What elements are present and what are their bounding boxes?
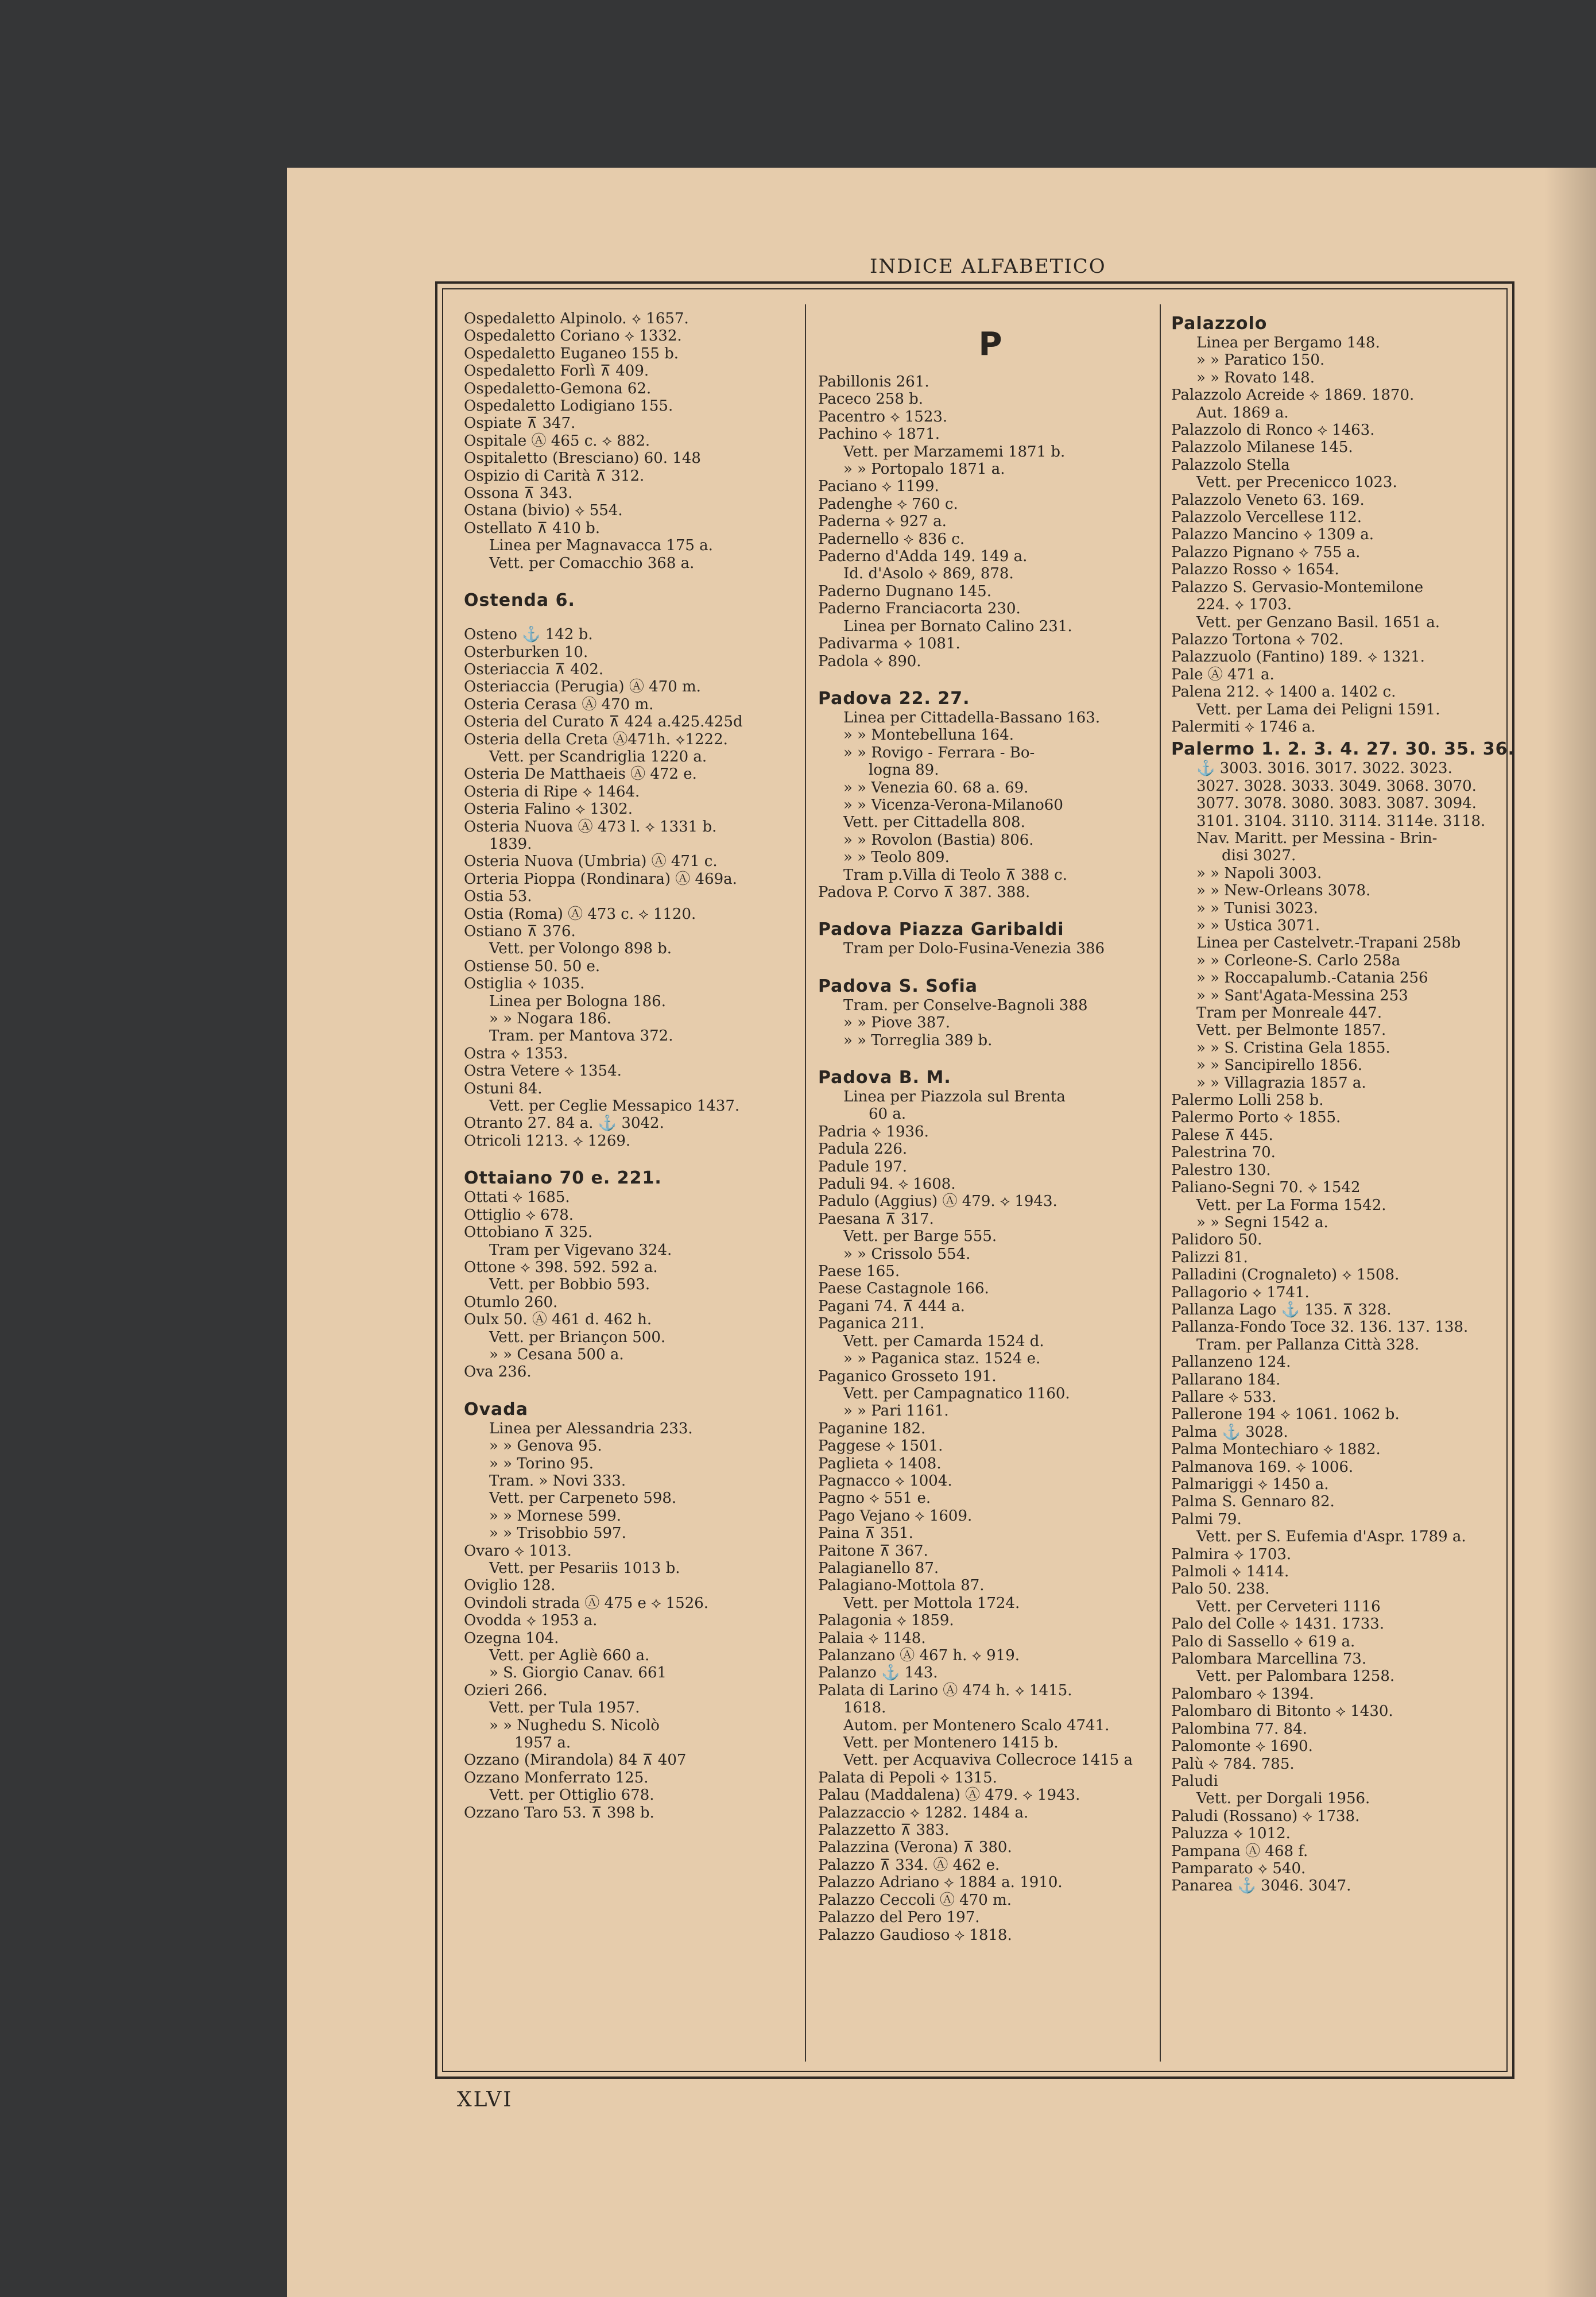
index-entry: » » Napoli 3003. xyxy=(1196,864,1322,882)
index-heading: Padova S. Sofia xyxy=(818,976,978,996)
index-entry: Palombaro di Bitonto ⟡ 1430. xyxy=(1171,1703,1393,1720)
index-entry: Ozieri 266. xyxy=(464,1681,548,1699)
index-entry: Pagno ⟡ 551 e. xyxy=(818,1490,931,1507)
index-entry: Tram. per Conselve-Bagnoli 388 xyxy=(843,996,1088,1014)
index-entry: Palo del Colle ⟡ 1431. 1733. xyxy=(1171,1615,1385,1633)
index-entry: Palazzaccio ⟡ 1282. 1484 a. xyxy=(818,1804,1029,1822)
index-entry: Vett. per Carpeneto 598. xyxy=(489,1490,677,1507)
index-entry: Palagonia ⟡ 1859. xyxy=(818,1612,954,1630)
index-entry: Ostia (Roma) Ⓐ 473 c. ⟡ 1120. xyxy=(464,905,696,923)
index-entry: Ospedaletto Coriano ⟡ 1332. xyxy=(464,327,682,345)
index-entry: Paderno d'Adda 149. 149 a. xyxy=(818,548,1028,566)
index-entry: » » Paganica staz. 1524 e. xyxy=(843,1350,1041,1368)
index-entry: Tram. per Pallanza Città 328. xyxy=(1196,1336,1420,1354)
index-entry: Vett. per Agliè 660 a. xyxy=(489,1647,650,1665)
index-entry: Palma ⚓ 3028. xyxy=(1171,1423,1288,1441)
index-entry: Palma S. Gennaro 82. xyxy=(1171,1493,1335,1511)
index-entry: Ostiano ⊼ 376. xyxy=(464,923,576,940)
index-entry: Padola ⟡ 890. xyxy=(818,652,921,670)
index-entry: Palmanova 169. ⟡ 1006. xyxy=(1171,1458,1354,1476)
index-column-3 xyxy=(1171,310,1516,1895)
index-entry: » » Vicenza-Verona-Milano60 xyxy=(843,796,1063,814)
index-entry: Linea per Cittadella-Bassano 163. xyxy=(843,709,1101,726)
index-entry: Palanzano Ⓐ 467 h. ⟡ 919. xyxy=(818,1647,1020,1664)
index-entry: Osteriaccia (Perugia) Ⓐ 470 m. xyxy=(464,678,701,696)
index-entry: » » Nughedu S. Nicolò xyxy=(489,1716,660,1734)
index-entry: Oviglio 128. xyxy=(464,1577,556,1595)
index-entry: Ovodda ⟡ 1953 a. xyxy=(464,1612,598,1630)
index-entry: Vett. per Comacchio 368 a. xyxy=(489,554,695,572)
index-entry: Ostiense 50. 50 e. xyxy=(464,957,601,975)
index-entry: Ostia 53. xyxy=(464,888,532,906)
index-entry: Palata di Larino Ⓐ 474 h. ⟡ 1415. xyxy=(818,1681,1072,1699)
page-number: XLVI xyxy=(457,2088,513,2112)
index-entry: 60 a. xyxy=(869,1105,907,1123)
index-entry: Paesana ⊼ 317. xyxy=(818,1210,934,1228)
index-entry: Osteria Falino ⟡ 1302. xyxy=(464,801,633,818)
index-entry: Osteria Nuova Ⓐ 473 l. ⟡ 1331 b. xyxy=(464,818,717,836)
index-entry: Otranto 27. 84 a. ⚓ 3042. xyxy=(464,1115,664,1132)
index-column-1 xyxy=(464,310,808,1822)
index-entry: Palermo Lolli 258 b. xyxy=(1171,1092,1324,1109)
index-entry: Vett. per S. Eufemia d'Aspr. 1789 a. xyxy=(1196,1528,1466,1546)
index-entry: » » Tunisi 3023. xyxy=(1196,899,1318,917)
index-entry: Ospedaletto Euganeo 155 b. xyxy=(464,345,679,362)
index-entry: Palazzina (Verona) ⊼ 380. xyxy=(818,1839,1012,1857)
index-entry: Id. d'Asolo ⟡ 869, 878. xyxy=(843,565,1014,583)
index-entry: » » Segni 1542 a. xyxy=(1196,1213,1328,1231)
index-entry: Palazzo Pignano ⟡ 755 a. xyxy=(1171,543,1361,561)
index-entry: » » Nogara 186. xyxy=(489,1010,611,1028)
index-entry: Paggese ⟡ 1501. xyxy=(818,1437,943,1455)
index-entry: Tram. » Novi 333. xyxy=(489,1472,626,1490)
index-entry: » S. Giorgio Canav. 661 xyxy=(489,1664,667,1682)
index-entry: Palmi 79. xyxy=(1171,1510,1242,1528)
index-entry: » » Roccapalumb.-Catania 256 xyxy=(1196,969,1428,987)
index-entry: Palaia ⟡ 1148. xyxy=(818,1629,926,1647)
index-entry: Pallarano 184. xyxy=(1171,1371,1281,1389)
index-entry: Pallagorio ⟡ 1741. xyxy=(1171,1283,1310,1301)
index-entry: Pallanzeno 124. xyxy=(1171,1354,1291,1371)
index-entry: Palombina 77. 84. xyxy=(1171,1720,1307,1738)
spacer xyxy=(818,670,1163,685)
index-entry: Osteria della Creta Ⓐ471h. ⟡1222. xyxy=(464,730,728,748)
index-entry: Ottiglio ⟡ 678. xyxy=(464,1206,574,1224)
index-entry: Pagani 74. ⊼ 444 a. xyxy=(818,1297,965,1315)
index-entry: Tram per Vigevano 324. xyxy=(489,1241,672,1259)
index-entry: » » Rovigo - Ferrara - Bo- xyxy=(843,744,1035,761)
index-entry: Vett. per Volongo 898 b. xyxy=(489,940,672,958)
index-entry: » » Sant'Agata-Messina 253 xyxy=(1196,987,1408,1004)
spacer xyxy=(818,901,1163,916)
spacer xyxy=(818,1049,1163,1064)
index-entry: » » Torreglia 389 b. xyxy=(843,1031,993,1049)
index-entry: » » Portopalo 1871 a. xyxy=(843,461,1005,478)
index-entry: » » New-Orleans 3078. xyxy=(1196,882,1371,900)
index-entry: Ottobiano ⊼ 325. xyxy=(464,1224,593,1242)
index-entry: Paderno Franciacorta 230. xyxy=(818,600,1021,618)
index-entry: Linea per Bologna 186. xyxy=(489,992,666,1010)
index-entry: Vett. per Ottiglio 678. xyxy=(489,1786,654,1804)
index-entry: Ovindoli strada Ⓐ 475 e ⟡ 1526. xyxy=(464,1594,709,1612)
index-entry: Palagianello 87. xyxy=(818,1559,939,1577)
index-entry: Ostra ⟡ 1353. xyxy=(464,1045,568,1062)
index-entry: Palomonte ⟡ 1690. xyxy=(1171,1738,1313,1755)
index-entry: 1957 a. xyxy=(514,1734,571,1752)
index-entry: » » Corleone-S. Carlo 258a xyxy=(1196,952,1401,969)
index-entry: Ostana (bivio) ⟡ 554. xyxy=(464,502,623,520)
index-entry: » » Venezia 60. 68 a. 69. xyxy=(843,779,1029,796)
index-entry: Linea per Bergamo 148. xyxy=(1196,334,1380,351)
index-entry: Palau (Maddalena) Ⓐ 479. ⟡ 1943. xyxy=(818,1786,1080,1804)
index-entry: Paceco 258 b. xyxy=(818,390,924,408)
index-entry: Pallanza Lago ⚓ 135. ⊼ 328. xyxy=(1171,1301,1392,1318)
index-entry: Palazzo Adriano ⟡ 1884 a. 1910. xyxy=(818,1874,1063,1892)
index-entry: Padula 226. xyxy=(818,1140,908,1158)
index-column-2 xyxy=(818,310,1163,1944)
index-entry: Linea per Magnavacca 175 a. xyxy=(489,537,713,555)
index-entry: Padernello ⟡ 836 c. xyxy=(818,530,965,548)
index-entry: Ospizio di Carità ⊼ 312. xyxy=(464,467,645,485)
index-entry: Paina ⊼ 351. xyxy=(818,1525,913,1542)
index-entry: Paderna ⟡ 927 a. xyxy=(818,513,947,531)
index-heading: Padova B. M. xyxy=(818,1068,951,1088)
index-entry: Vett. per Briançon 500. xyxy=(489,1328,666,1346)
index-entry: Palazzolo Vercellese 112. xyxy=(1171,509,1362,527)
index-entry: Vett. per La Forma 1542. xyxy=(1196,1196,1386,1214)
index-entry: Ostuni 84. xyxy=(464,1080,543,1097)
spacer xyxy=(464,1150,808,1165)
index-heading: Padova Piazza Garibaldi xyxy=(818,919,1064,940)
index-entry: Vett. per Cerveteri 1116 xyxy=(1196,1598,1381,1615)
index-entry: Palmariggi ⟡ 1450 a. xyxy=(1171,1476,1329,1493)
index-entry: disi 3027. xyxy=(1222,847,1296,865)
index-entry: Ospedaletto Alpinolo. ⟡ 1657. xyxy=(464,310,689,327)
index-entry: Palazzo Gaudioso ⟡ 1818. xyxy=(818,1926,1012,1944)
index-entry: » » Ustica 3071. xyxy=(1196,917,1320,934)
index-entry: Ospedaletto Forlì ⊼ 409. xyxy=(464,362,649,380)
page-header: INDICE ALFABETICO xyxy=(870,255,1106,278)
index-entry: Orteria Pioppa (Rondinara) Ⓐ 469a. xyxy=(464,870,737,888)
index-entry: Osteria De Matthaeis Ⓐ 472 e. xyxy=(464,765,697,783)
index-entry: » » Villagrazia 1857 a. xyxy=(1196,1074,1366,1092)
index-entry: Palizzi 81. xyxy=(1171,1248,1248,1266)
index-heading: Ottaiano 70 e. 221. xyxy=(464,1168,662,1189)
index-entry: Padria ⟡ 1936. xyxy=(818,1123,929,1140)
index-entry: Nav. Maritt. per Messina - Brin- xyxy=(1196,829,1438,847)
index-entry: Otumlo 260. xyxy=(464,1293,558,1311)
index-entry: Vett. per Dorgali 1956. xyxy=(1196,1790,1370,1808)
index-entry: Osteriaccia ⊼ 402. xyxy=(464,660,604,678)
index-entry: 3027. 3028. 3033. 3049. 3068. 3070. xyxy=(1196,777,1477,795)
page-edge-shadow xyxy=(1544,168,1596,2297)
index-entry: Pallanza-Fondo Toce 32. 136. 137. 138. xyxy=(1171,1318,1469,1336)
index-entry: Ova 236. xyxy=(464,1363,532,1381)
index-entry: » » Pari 1161. xyxy=(843,1402,949,1420)
index-entry: Linea per Bornato Calino 231. xyxy=(843,617,1072,635)
index-entry: Ostiglia ⟡ 1035. xyxy=(464,975,585,993)
index-entry: » » Rovato 148. xyxy=(1196,369,1315,386)
index-entry: Pagnacco ⟡ 1004. xyxy=(818,1472,952,1490)
index-entry: Ozzano (Mirandola) 84 ⊼ 407 xyxy=(464,1751,687,1769)
index-heading: Padova 22. 27. xyxy=(818,688,970,709)
index-entry: 3101. 3104. 3110. 3114. 3114e. 3118. xyxy=(1196,812,1486,830)
index-entry: Paglieta ⟡ 1408. xyxy=(818,1455,942,1472)
index-entry: Paderno Dugnano 145. xyxy=(818,582,991,600)
index-entry: Palermo Porto ⟡ 1855. xyxy=(1171,1109,1341,1127)
index-entry: » » S. Cristina Gela 1855. xyxy=(1196,1039,1390,1057)
index-entry: Ospiate ⊼ 347. xyxy=(464,415,576,432)
index-entry: Pallare ⟡ 533. xyxy=(1171,1388,1277,1406)
index-entry: Palata di Pepoli ⟡ 1315. xyxy=(818,1769,997,1786)
index-entry: Vett. per Barge 555. xyxy=(843,1228,997,1246)
index-entry: Paese Castagnole 166. xyxy=(818,1280,989,1298)
index-entry: Ospedaletto-Gemona 62. xyxy=(464,380,652,397)
index-entry: » » Rovolon (Bastia) 806. xyxy=(843,831,1034,849)
index-entry: Palestro 130. xyxy=(1171,1161,1271,1179)
index-entry: Palo di Sassello ⟡ 619 a. xyxy=(1171,1633,1355,1650)
spacer xyxy=(818,958,1163,973)
index-entry: Otricoli 1213. ⟡ 1269. xyxy=(464,1132,631,1150)
index-entry: Tram per Dolo-Fusina-Venezia 386 xyxy=(843,940,1105,958)
index-entry: Palombaro ⟡ 1394. xyxy=(1171,1685,1314,1703)
index-entry: Vett. per Bobbio 593. xyxy=(489,1276,650,1294)
index-entry: Vett. per Marzamemi 1871 b. xyxy=(843,443,1066,461)
index-entry: Ozzano Taro 53. ⊼ 398 b. xyxy=(464,1804,654,1822)
index-entry: » » Montebelluna 164. xyxy=(843,726,1014,744)
index-entry: Pampana Ⓐ 468 f. xyxy=(1171,1842,1308,1860)
index-entry: » » Mornese 599. xyxy=(489,1507,622,1525)
index-entry: » » Paratico 150. xyxy=(1196,351,1325,369)
index-entry: Osteria di Ripe ⟡ 1464. xyxy=(464,783,640,801)
index-entry: Ozzano Monferrato 125. xyxy=(464,1769,649,1786)
index-entry: Palazzo Tortona ⟡ 702. xyxy=(1171,631,1344,648)
index-entry: » » Torino 95. xyxy=(489,1455,594,1472)
index-entry: Ospedaletto Lodigiano 155. xyxy=(464,397,673,415)
index-entry: Pallerone 194 ⟡ 1061. 1062 b. xyxy=(1171,1406,1400,1424)
index-entry: Palù ⟡ 784. 785. xyxy=(1171,1755,1295,1773)
index-entry: Palazzolo Stella xyxy=(1171,456,1290,474)
spacer xyxy=(464,611,808,626)
index-entry: Vett. per Cittadella 808. xyxy=(843,814,1025,832)
index-entry: 1618. xyxy=(843,1699,886,1717)
index-entry: Palestrina 70. xyxy=(1171,1144,1276,1162)
index-entry: » » Crissolo 554. xyxy=(843,1245,971,1263)
index-entry: Palanzo ⚓ 143. xyxy=(818,1664,938,1682)
index-entry: Palazzo ⊼ 334. Ⓐ 462 e. xyxy=(818,1856,1000,1874)
index-entry: Vett. per Mottola 1724. xyxy=(843,1594,1020,1612)
index-heading: Ostenda 6. xyxy=(464,590,575,611)
index-entry: Padule 197. xyxy=(818,1158,908,1175)
index-entry: Osteno ⚓ 142 b. xyxy=(464,626,593,644)
index-entry: Palazzolo Acreide ⟡ 1869. 1870. xyxy=(1171,386,1415,404)
index-entry: Palazzo Ceccoli Ⓐ 470 m. xyxy=(818,1891,1012,1909)
index-entry: Vett. per Tula 1957. xyxy=(489,1699,640,1717)
index-entry: Ospitale Ⓐ 465 c. ⟡ 882. xyxy=(464,432,650,450)
index-entry: Paludi xyxy=(1171,1772,1218,1790)
section-letter: P xyxy=(978,326,1002,363)
index-entry: Ostra Vetere ⟡ 1354. xyxy=(464,1062,622,1080)
spacer xyxy=(464,1381,808,1396)
index-entry: Palermiti ⟡ 1746 a. xyxy=(1171,718,1316,736)
index-entry: Palazzetto ⊼ 383. xyxy=(818,1822,950,1839)
index-entry: Palo 50. 238. xyxy=(1171,1580,1270,1598)
index-entry: Linea per Piazzola sul Brenta xyxy=(843,1088,1066,1105)
index-entry: Palazzolo di Ronco ⟡ 1463. xyxy=(1171,421,1375,439)
index-entry: Osteria del Curato ⊼ 424 a.425.425d xyxy=(464,713,743,731)
index-entry: 224. ⟡ 1703. xyxy=(1196,596,1292,614)
index-entry: Paganine 182. xyxy=(818,1420,926,1437)
index-entry: Paese 165. xyxy=(818,1263,900,1281)
index-entry: » » Teolo 809. xyxy=(843,849,950,867)
index-entry: Aut. 1869 a. xyxy=(1196,404,1289,421)
index-entry: Palazzo Mancino ⟡ 1309 a. xyxy=(1171,526,1374,544)
index-entry: Paitone ⊼ 367. xyxy=(818,1542,928,1560)
index-entry: Vett. per Montenero 1415 b. xyxy=(843,1734,1059,1752)
index-entry: Vett. per Palombara 1258. xyxy=(1196,1668,1395,1685)
index-entry: Pago Vejano ⟡ 1609. xyxy=(818,1507,973,1525)
index-entry: Paciano ⟡ 1199. xyxy=(818,478,939,496)
index-entry: Palazzo Rosso ⟡ 1654. xyxy=(1171,561,1339,579)
index-entry: Padenghe ⟡ 760 c. xyxy=(818,495,958,513)
index-entry: Vett. per Acquaviva Collecroce 1415 a xyxy=(843,1751,1133,1769)
index-entry: Palena 212. ⟡ 1400 a. 1402 c. xyxy=(1171,683,1396,701)
index-entry: Padova P. Corvo ⊼ 387. 388. xyxy=(818,883,1031,901)
index-entry: Vett. per Camarda 1524 d. xyxy=(843,1332,1044,1350)
index-entry: Palmira ⟡ 1703. xyxy=(1171,1545,1292,1563)
index-entry: » » Sancipirello 1856. xyxy=(1196,1057,1363,1074)
index-entry: Palagiano-Mottola 87. xyxy=(818,1577,985,1595)
index-entry: Ottati ⟡ 1685. xyxy=(464,1189,570,1206)
index-entry: Ospitaletto (Bresciano) 60. 148 xyxy=(464,450,701,467)
index-entry: Paluzza ⟡ 1012. xyxy=(1171,1825,1291,1843)
index-entry: Paludi (Rossano) ⟡ 1738. xyxy=(1171,1807,1360,1825)
index-entry: Pamparato ⟡ 540. xyxy=(1171,1859,1306,1877)
index-entry: Paganica 211. xyxy=(818,1315,925,1333)
index-entry: Palazzo del Pero 197. xyxy=(818,1909,980,1927)
index-entry: Ottone ⟡ 398. 592. 592 a. xyxy=(464,1258,658,1276)
index-entry: Vett. per Pesariis 1013 b. xyxy=(489,1560,680,1577)
index-entry: Palma Montechiaro ⟡ 1882. xyxy=(1171,1441,1381,1459)
index-heading: Palermo 1. 2. 3. 4. 27. 30. 35. 36. xyxy=(1171,739,1515,760)
index-entry: Palidoro 50. xyxy=(1171,1231,1262,1249)
index-entry: Osterburken 10. xyxy=(464,643,588,661)
index-entry: Ovaro ⟡ 1013. xyxy=(464,1542,572,1560)
index-entry: Ostellato ⊼ 410 b. xyxy=(464,519,601,537)
index-entry: Osteria Cerasa Ⓐ 470 m. xyxy=(464,695,654,713)
index-entry: Linea per Castelvetr.-Trapani 258b xyxy=(1196,934,1461,952)
index-entry: Tram. per Mantova 372. xyxy=(489,1027,673,1045)
index-entry: Panarea ⚓ 3046. 3047. xyxy=(1171,1877,1351,1895)
index-entry: Paganico Grosseto 191. xyxy=(818,1367,997,1385)
index-entry: Vett. per Precenicco 1023. xyxy=(1196,474,1397,492)
index-entry: Paduli 94. ⟡ 1608. xyxy=(818,1175,956,1193)
index-entry: Palese ⊼ 445. xyxy=(1171,1126,1273,1144)
index-entry: Vett. per Genzano Basil. 1651 a. xyxy=(1196,613,1440,631)
index-entry: Palombara Marcellina 73. xyxy=(1171,1650,1367,1668)
index-entry: Tram p.Villa di Teolo ⊼ 388 c. xyxy=(843,866,1067,884)
index-entry: Ozegna 104. xyxy=(464,1629,559,1647)
index-entry: Pacentro ⟡ 1523. xyxy=(818,408,948,426)
index-entry: Palmoli ⟡ 1414. xyxy=(1171,1563,1289,1581)
index-entry: Palazzo S. Gervasio-Montemilone xyxy=(1171,578,1424,596)
index-entry: Pale Ⓐ 471 a. xyxy=(1171,666,1275,683)
index-entry: Vett. per Lama dei Peligni 1591. xyxy=(1196,701,1440,718)
index-entry: Vett. per Belmonte 1857. xyxy=(1196,1022,1386,1039)
index-entry: Autom. per Montenero Scalo 4741. xyxy=(843,1716,1110,1734)
index-entry: Padivarma ⟡ 1081. xyxy=(818,635,960,653)
index-entry: » » Trisobbio 597. xyxy=(489,1525,626,1542)
index-entry: Palazzolo Veneto 63. 169. xyxy=(1171,491,1365,509)
index-entry: Oulx 50. Ⓐ 461 d. 462 h. xyxy=(464,1311,652,1329)
spacer xyxy=(464,572,808,587)
index-entry: Palazzolo Milanese 145. xyxy=(1171,439,1353,457)
index-entry: 1839. xyxy=(489,835,532,853)
index-entry: Pabillonis 261. xyxy=(818,373,929,390)
index-heading: Ovada xyxy=(464,1399,529,1420)
index-entry: Padulo (Aggius) Ⓐ 479. ⟡ 1943. xyxy=(818,1193,1057,1211)
index-entry: » » Piove 387. xyxy=(843,1014,951,1032)
index-entry: Palladini (Crognaleto) ⟡ 1508. xyxy=(1171,1266,1400,1284)
index-entry: Linea per Alessandria 233. xyxy=(489,1420,693,1437)
index-entry: Palazzuolo (Fantino) 189. ⟡ 1321. xyxy=(1171,648,1425,666)
index-entry: » » Cesana 500 a. xyxy=(489,1345,624,1363)
index-entry: Paliano-Segni 70. ⟡ 1542 xyxy=(1171,1179,1361,1197)
index-entry: » » Genova 95. xyxy=(489,1437,602,1455)
index-entry: ⚓ 3003. 3016. 3017. 3022. 3023. xyxy=(1196,760,1452,778)
index-entry: Vett. per Ceglie Messapico 1437. xyxy=(489,1097,740,1115)
index-entry: logna 89. xyxy=(869,761,939,779)
index-entry: Tram per Monreale 447. xyxy=(1196,1004,1382,1022)
index-entry: Vett. per Scandriglia 1220 a. xyxy=(489,748,707,765)
index-entry: 3077. 3078. 3080. 3083. 3087. 3094. xyxy=(1196,795,1477,813)
index-entry: Pachino ⟡ 1871. xyxy=(818,426,940,443)
index-heading: Palazzolo xyxy=(1171,314,1268,334)
index-entry: Ossona ⊼ 343. xyxy=(464,485,573,502)
index-entry: Osteria Nuova (Umbria) Ⓐ 471 c. xyxy=(464,853,718,871)
index-entry: Vett. per Campagnatico 1160. xyxy=(843,1385,1070,1402)
